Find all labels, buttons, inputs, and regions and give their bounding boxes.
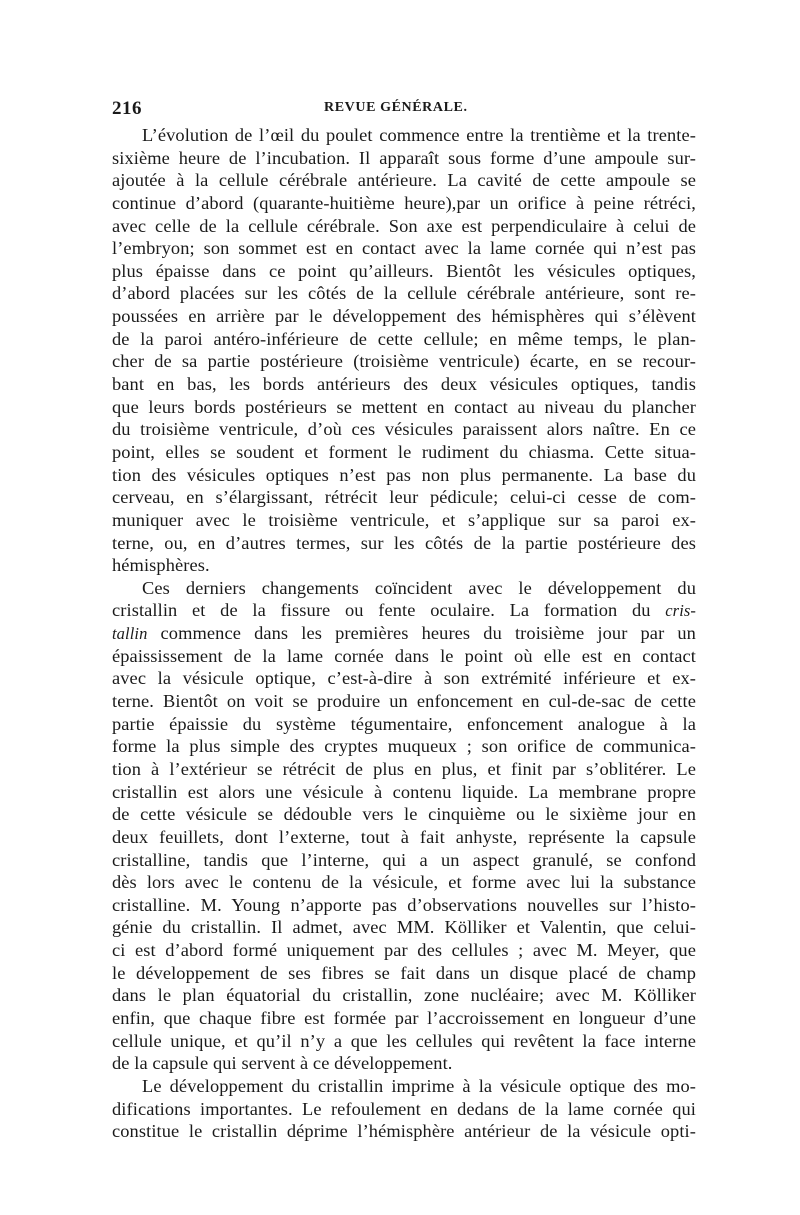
text-line: cher de sa partie postérieure (troisième ventricule) écarte, en se recour- [112, 351, 696, 372]
text-line: ajoutée à la cellule cérébrale antérieure. La cavité de cette ampoule se [112, 170, 696, 191]
text-line: le développement de ses fibres se fait dans un disque placé de champ [112, 962, 696, 983]
text-line: cristallin est alors une vésicule à contenu liquide. La membrane propre [112, 781, 696, 802]
text-line: plus épaisse dans ce point qu’ailleurs. Bientôt les vésicules optiques, [112, 260, 696, 281]
text-line: continue d’abord (quarante-huitième heure),par un orifice à peine rétréci, [112, 192, 696, 213]
text-line [112, 622, 696, 645]
text-line: point, elles se soudent et forment le rudiment du chiasma. Cette situa- [112, 441, 696, 462]
running-title: REVUE GÉNÉRALE. [324, 100, 468, 115]
text-line: terne. Bientôt on voit se produire un enfoncement en cul-de-sac de cette [112, 691, 696, 712]
text-line: forme la plus simple des cryptes muqueux ; son orifice de communica- [112, 736, 696, 757]
text-line: L’évolution de l’œil du poulet commence entre la trentième et la trente- [142, 125, 696, 145]
text-line: cristalline, tandis que l’interne, qui a un aspect granulé, se confond [112, 849, 696, 870]
text-fragment: cristallin et de la fissure ou fente oculaire. La formation du [112, 600, 651, 621]
text-line: difications importantes. Le refoulement en dedans de la lame cornée qui [112, 1098, 696, 1119]
text-line: poussées en arrière par le développement des hémisphères qui s’élèvent [112, 306, 696, 327]
body-text [112, 124, 696, 1143]
text-line: du troisième ventricule, d’où ces vésicules paraissent alors naître. En ce [112, 419, 696, 440]
text-line: tion à l’extérieur se rétrécit de plus en plus, et finit par s’oblitérer. Le [112, 758, 696, 779]
paragraph-2 [112, 577, 696, 1075]
text-line: dans le plan équatorial du cristallin, zone nucléaire; avec M. Kölliker [112, 985, 696, 1006]
text-line: cellule unique, et qu’il n’y a que les cellules qui revêtent la face interne [112, 1030, 696, 1051]
text-line: deux feuillets, dont l’externe, tout à fait anhyste, représente la capsule [112, 826, 696, 847]
text-line: cerveau, en s’élargissant, rétrécit leur pédicule; celui-ci cesse de com- [112, 487, 696, 508]
page-header [112, 98, 696, 122]
text-line: sixième heure de l’incubation. Il apparaît sous forme d’une ampoule sur- [112, 147, 696, 168]
text-line: muniquer avec le troisième ventricule, et s’applique sur sa paroi ex- [112, 509, 696, 530]
text-line: l’embryon; son sommet est en contact avec la lame cornée qui n’est pas [112, 238, 696, 259]
text-line: épaississement de la lame cornée dans le point où elle est en contact [112, 645, 696, 666]
text-line: génie du cristallin. Il admet, avec MM. Kölliker et Valentin, que celui- [112, 917, 696, 938]
text-line: partie épaissie du système tégumentaire, enfoncement analogue à la [112, 713, 696, 734]
text-line: de cette vésicule se dédouble vers le cinquième ou le sixième jour en [112, 804, 696, 825]
text-line: hémisphères. [112, 555, 210, 576]
paragraph-1 [112, 124, 696, 577]
text-line: cristalline. M. Young n’apporte pas d’observations nouvelles sur l’histo- [112, 894, 696, 915]
text-line: tion des vésicules optiques n’est pas non plus permanente. La base du [112, 464, 696, 485]
text-line: ci est d’abord formé uniquement par des cellules ; avec M. Meyer, que [112, 940, 696, 961]
text-line: que leurs bords postérieurs se mettent en contact au niveau du plancher [112, 396, 696, 417]
text-line: terne, ou, en d’autres termes, sur les côtés de la partie postérieure des [112, 532, 696, 553]
text-line: Le développement du cristallin imprime à la vésicule optique des mo- [142, 1075, 696, 1096]
text-line: d’abord placées sur les côtés de la cellule cérébrale antérieure, sont re- [112, 283, 696, 304]
text-line: enfin, que chaque fibre est formée par l’accroissement en longueur d’une [112, 1007, 696, 1028]
paragraph-3 [112, 1075, 696, 1143]
italic-term: cris- [665, 601, 696, 621]
text-line: avec la vésicule optique, c’est-à-dire à son extrémité inférieure et ex- [112, 668, 696, 689]
text-line: dès lors avec le contenu de la vésicule, et forme avec lui la substance [112, 872, 696, 893]
text-line: avec celle de la cellule cérébrale. Son axe est perpendiculaire à celui de [112, 215, 696, 236]
italic-term: tallin [112, 624, 148, 644]
text-line: de la paroi antéro-inférieure de cette cellule; en même temps, le plan- [112, 328, 696, 349]
page-number: 216 [112, 98, 142, 119]
text-line: constitue le cristallin déprime l’hémisphère antérieur de la vésicule opti- [112, 1121, 696, 1142]
text-line: de la capsule qui servent à ce développement. [112, 1053, 453, 1074]
text-line: bant en bas, les bords antérieurs des deux vésicules optiques, tandis [112, 374, 696, 395]
text-line: Ces derniers changements coïncident avec le développement du [142, 577, 696, 598]
text-fragment: commence dans les premières heures du troisième jour par un [160, 623, 696, 644]
text-line [112, 599, 696, 622]
